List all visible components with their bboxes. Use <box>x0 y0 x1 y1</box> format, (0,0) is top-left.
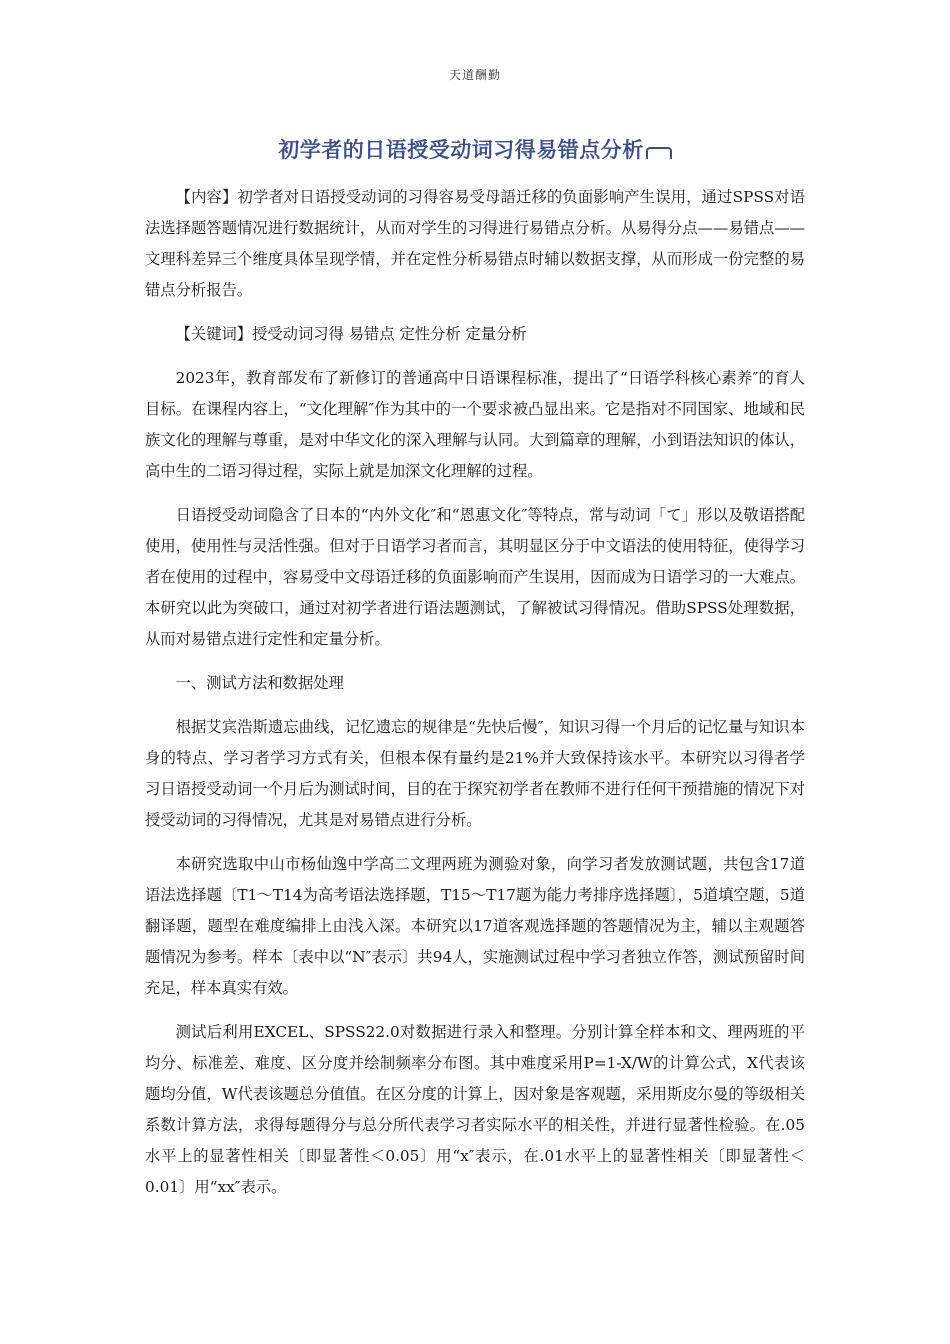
keywords-paragraph: 【关键词】授受动词习得 易错点 定性分析 定量分析 <box>175 325 527 343</box>
page-header: 天道酬勤 <box>448 68 501 82</box>
document-body <box>145 182 805 1216</box>
abstract-paragraph: 【内容】初学者对日语授受动词的习得容易受母語迁移的负面影响产生误用，通过SPSS对语法选择题答题情况进行数据统计，从而对学生的习得进行易错点分析。从易得分点——易错点——文理科差异三个维度具体呈现学情，并在定性分析易错点时辅以数据支撑，从而形成一份完整的易错点分析报告。 <box>145 188 805 299</box>
body-paragraph: 本研究选取中山市杨仙逸中学高二文理两班为测验对象，向学习者发放测试题，共包含17道语法选择题〔T1～T14为高考语法选择题，T15～T17题为能力考排序选择题〕，5道填空题，5道翻译题，题型在难度编排上由浅入深。本研究以17道客观选择题的答题情况为主，辅以主观题答题情况为参考。样本〔表中以“N″表示〕共94人，实施测试过程中学习者独立作答，测试预留时间充足，样本真实有效。 <box>145 855 805 997</box>
document-title <box>0 134 950 164</box>
body-paragraph: 根据艾宾浩斯遗忘曲线，记忆遗忘的规律是“先快后慢″，知识习得一个月后的记忆量与知识本身的特点、学习者学习方式有关，但根本保有量约是21%并大致保持该水平。本研究以习得者学习日语授受动词一个月后为测试时间，目的在于探究初学者在教师不进行任何干预措施的情况下对授受动词的习得情况，尤其是对易错点进行分析。 <box>145 718 805 829</box>
document-title-text: 初学者的日语授受动词习得易错点分析 <box>278 138 644 162</box>
body-paragraph: 日语授受动词隐含了日本的“内外文化″和“恩惠文化″等特点，常与动词「て」形以及敬语搭配使用，使用性与灵活性强。但对于日语学习者而言，其明显区分于中文语法的使用特征，使得学习者在使用的过程中，容易受中文母语迁移的负面影响而产生误用，因而成为日语学习的一大难点。本研究以此为突破口，通过对初学者进行语法题测试，了解被试习得情况。借助SPSS处理数据，从而对易错点进行定性和定量分析。 <box>145 506 805 648</box>
body-paragraph: 测试后利用EXCEL、SPSS22.0对数据进行录入和整理。分别计算全样本和文、理两班的平均分、标准差、难度、区分度并绘制频率分布图。其中难度采用P=1-X/W的计算公式，X代表该题均分值，W代表该题总分值值。在区分度的计算上，因对象是客观题，采用斯皮尔曼的等级相关系数计算方法，求得每题得分与总分所代表学习者实际水平的相关性，并进行显著性检验。在.05水平上的显著性相关〔即显著性＜0.05〕用“x″表示，在.01水平上的显著性相关〔即显著性＜0.01〕用“xx″表示。 <box>145 1023 805 1196</box>
title-bracket-mark <box>646 147 672 159</box>
section-heading: 一、测试方法和数据处理 <box>175 674 344 692</box>
body-paragraph: 2023年，教育部发布了新修订的普通高中日语课程标准，提出了“日语学科核心素养″的育人目标。在课程内容上，“文化理解″作为其中的一个要求被凸显出来。它是指对不同国家、地域和民族文化的理解与尊重，是对中华文化的深入理解与认同。大到篇章的理解，小到语法知识的体认，高中生的二语习得过程，实际上就是加深文化理解的过程。 <box>145 369 805 480</box>
